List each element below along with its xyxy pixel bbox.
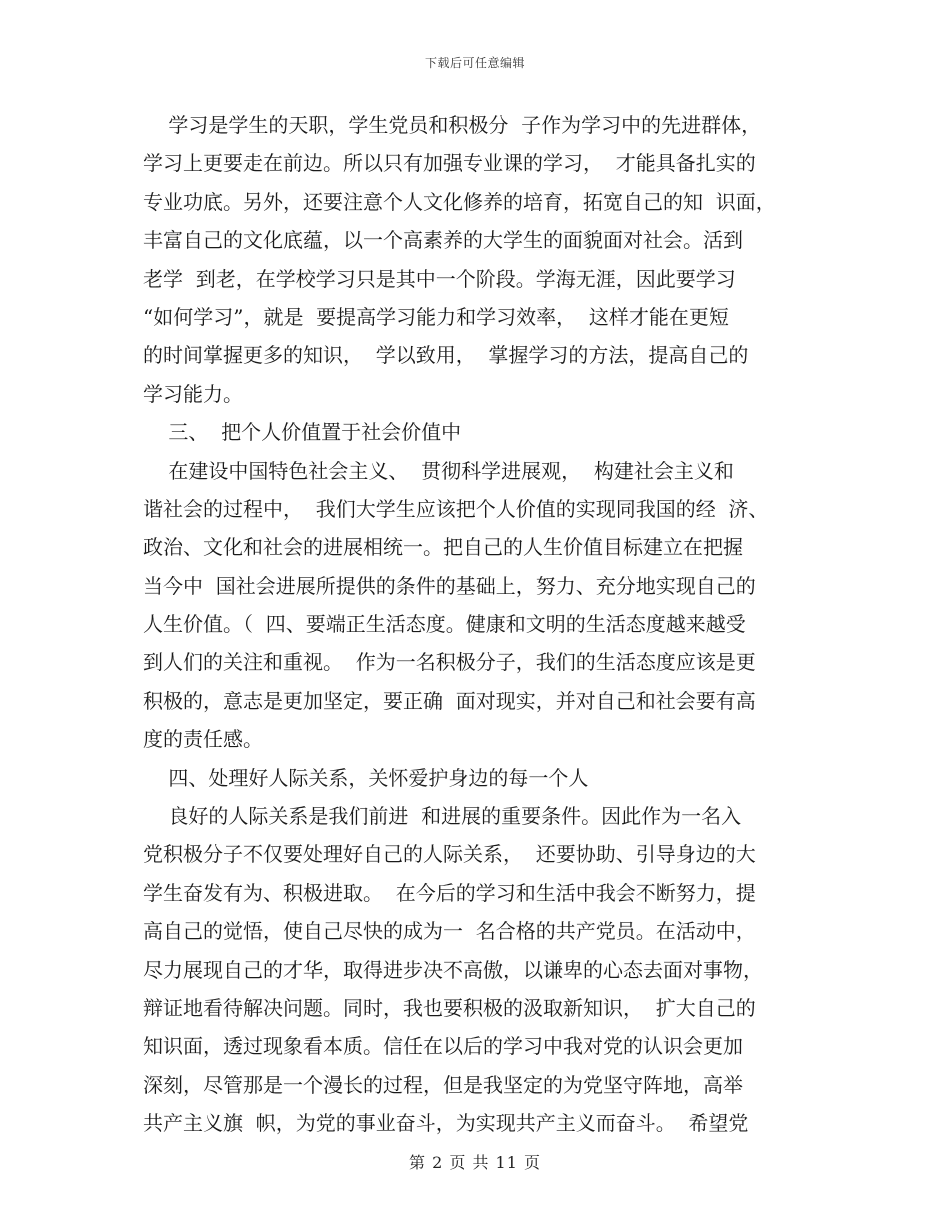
body-line: 度的责任感。 [143, 727, 263, 752]
body-line: 的时间掌握更多的知识， 学以致用， 掌握学习的方法，提高自己的 [143, 343, 749, 368]
body-line: 共产主义旗 帜，为党的事业奋斗，为实现共产主义而奋斗。 希望党 [143, 1111, 749, 1136]
page-header: 下载后可任意编辑 [424, 56, 525, 70]
body-line: 当今中 国社会进展所提供的条件的基础上，努力、充分地实现自己的 [143, 573, 756, 598]
body-line: 知识面，透过现象看本质。信任在以后的学习中我对党的认识会更加 [143, 1034, 743, 1059]
body-line: 到人们的关注和重视。 作为一名积极分子，我们的生活态度应该是更 [143, 650, 756, 675]
body-line: 丰富自己的文化底蕴，以一个高素养的大学生的面貌面对社会。活到 [143, 228, 743, 253]
body-line: 学生奋发有为、积极进取。 在今后的学习和生活中我会不断努力，提 [143, 880, 756, 905]
body-line: 谐社会的过程中， 我们大学生应该把个人价值的实现同我国的经 济、 [143, 496, 769, 521]
body-line: 专业功底。另外，还要注意个人文化修养的培育，拓宽自己的知 识面， [143, 189, 776, 214]
body-line: 学习上更要走在前边。所以只有加强专业课的学习， 才能具备扎实的 [143, 151, 756, 176]
document-body [143, 106, 823, 1143]
section-heading: 四、处理好人际关系，关怀爱护身边的每一个人 [143, 765, 589, 790]
body-line: 学习是学生的天职，学生党员和积极分 子作为学习中的先进群体， [143, 113, 762, 137]
body-line: 积极的，意志是更加坚定，要正确 面对现实，并对自己和社会要有高 [143, 688, 756, 713]
page-number-footer: 第 2 页 共 11 页 [409, 1153, 541, 1172]
body-line: 在建设中国特色社会主义、 贯彻科学进展观， 构建社会主义和 [143, 458, 734, 483]
body-line: 良好的人际关系是我们前进 和进展的重要条件。因此作为一名入 [143, 804, 742, 829]
body-line: 深刻，尽管那是一个漫长的过程，但是我坚定的为党坚守阵地，高举 [143, 1072, 743, 1097]
body-line: 人生价值。（ 四、要端正生活态度。健康和文明的生活态度越来越受 [143, 612, 746, 637]
body-line: “如何学习”，就是 要提高学习能力和学习效率， 这样才能在更短 [143, 304, 729, 329]
body-line: 学习能力。 [143, 381, 243, 406]
body-line: 党积极分子不仅要处理好自己的人际关系， 还要协助、引导身边的大 [143, 842, 756, 867]
section-heading: 三、 把个人价值置于社会价值中 [143, 420, 462, 445]
body-line: 辩证地看待解决问题。同时，我也要积极的汲取新知识， 扩大自己的 [143, 995, 756, 1020]
body-line: 老学 到老，在学校学习只是其中一个阶段。学海无涯，因此要学习 [143, 266, 736, 291]
body-line: 政治、文化和社会的进展相统一。把自己的人生价值目标建立在把握 [143, 535, 743, 560]
body-line: 尽力展现自己的才华，取得进步决不高傲，以谦卑的心态去面对事物， [143, 957, 763, 982]
body-line: 高自己的觉悟，使自己尽快的成为一 名合格的共产党员。在活动中， [143, 919, 756, 944]
